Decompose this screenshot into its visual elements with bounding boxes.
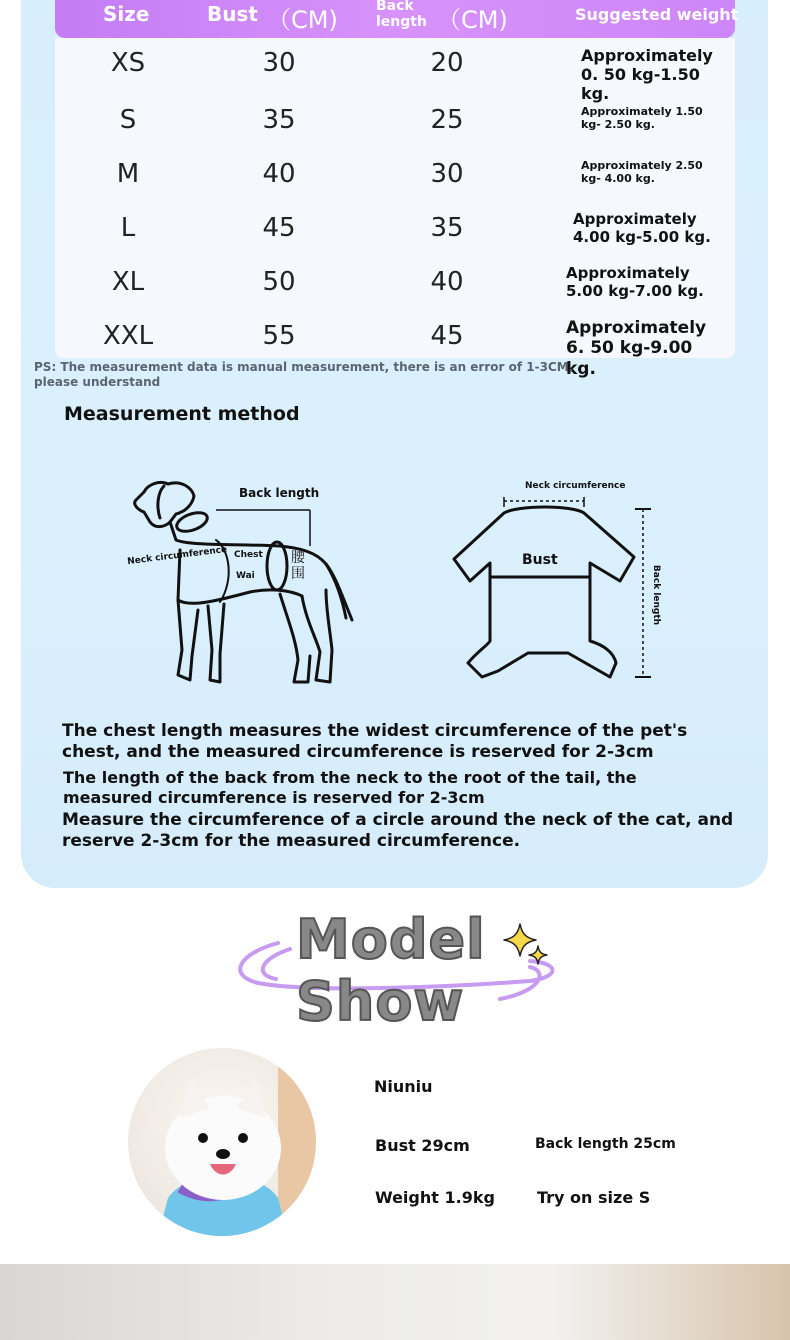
garment-label-bust: Bust [522,552,558,568]
cell-size: XL [111,267,145,297]
cell-bust: 55 [262,321,296,351]
cell-bust: 45 [262,213,296,243]
dog-label-chest: Chest [234,550,263,560]
cell-back: 30 [430,159,464,189]
garment-label-back-length: Back length [651,564,662,626]
bottom-photo-banner [0,1264,790,1340]
cell-back: 40 [430,267,464,297]
cell-back: 35 [430,213,464,243]
dog-label-neck: Neck circumference [126,544,228,568]
cell-bust: 50 [262,267,296,297]
dog-label-back-length: Back length [239,486,320,500]
cell-bust: 30 [262,48,296,78]
model-try-on-size: Try on size S [537,1188,651,1207]
cell-back: 20 [430,48,464,78]
sparkle-icon [502,922,550,968]
model-bust: Bust 29cm [375,1136,470,1155]
model-name: Niuniu [374,1077,433,1096]
cell-back: 25 [430,105,464,135]
cell-back: 45 [430,321,464,351]
cell-weight: Approximately 6. 50 kg-9.00 kg. [566,318,707,379]
model-show-title-line2: Show [296,970,465,1033]
cell-weight: Approximately 0. 50 kg-1.50 kg. [581,46,713,104]
cell-weight: Approximately 1.50 kg- 2.50 kg. [581,105,703,132]
dog-outline-diagram [120,470,360,695]
header-bust-unit: （CM) [267,6,338,34]
model-show-title-line1: Model [296,908,486,971]
garment-outline-diagram [448,495,663,685]
header-suggested-weight: Suggested weight [575,5,739,24]
cell-size: XXL [102,321,154,351]
cell-size: L [120,213,136,243]
garment-label-neck: Neck circumference [525,481,626,491]
description-neck: Measure the circumference of a circle around the neck of the cat, and reserve 2-3cm for the measured circumference. [62,810,734,852]
model-dog-photo [128,1048,316,1236]
measurement-title: Measurement method [64,403,300,425]
cell-weight: Approximately 5.00 kg-7.00 kg. [566,264,704,300]
measurement-note: PS: The measurement data is manual measurement, there is an error of 1-3CM, please understand [34,360,574,389]
model-weight: Weight 1.9kg [375,1188,495,1207]
cell-bust: 40 [262,159,296,189]
description-chest: The chest length measures the widest circumference of the pet's chest, and the measured circumference is reserved for 2-3cm [62,721,688,763]
cell-bust: 35 [262,105,296,135]
description-back: The length of the back from the neck to the root of the tail, the measured circumference is reserved for 2-3cm [63,768,637,807]
header-back-length: Back length [376,0,427,30]
header-bust: Bust [207,2,258,26]
size-table-header [55,0,739,38]
dog-label-wai: Wai [236,571,255,581]
dog-label-waist-cn: 腰围 [291,550,305,582]
cell-size: XS [110,48,146,78]
cell-size: S [119,105,137,135]
header-size: Size [103,2,150,26]
header-back-unit: （CM) [437,6,508,34]
cell-weight: Approximately 4.00 kg-5.00 kg. [573,210,711,246]
cell-size: M [116,159,140,189]
model-back-length: Back length 25cm [535,1136,676,1152]
cell-weight: Approximately 2.50 kg- 4.00 kg. [581,159,703,186]
